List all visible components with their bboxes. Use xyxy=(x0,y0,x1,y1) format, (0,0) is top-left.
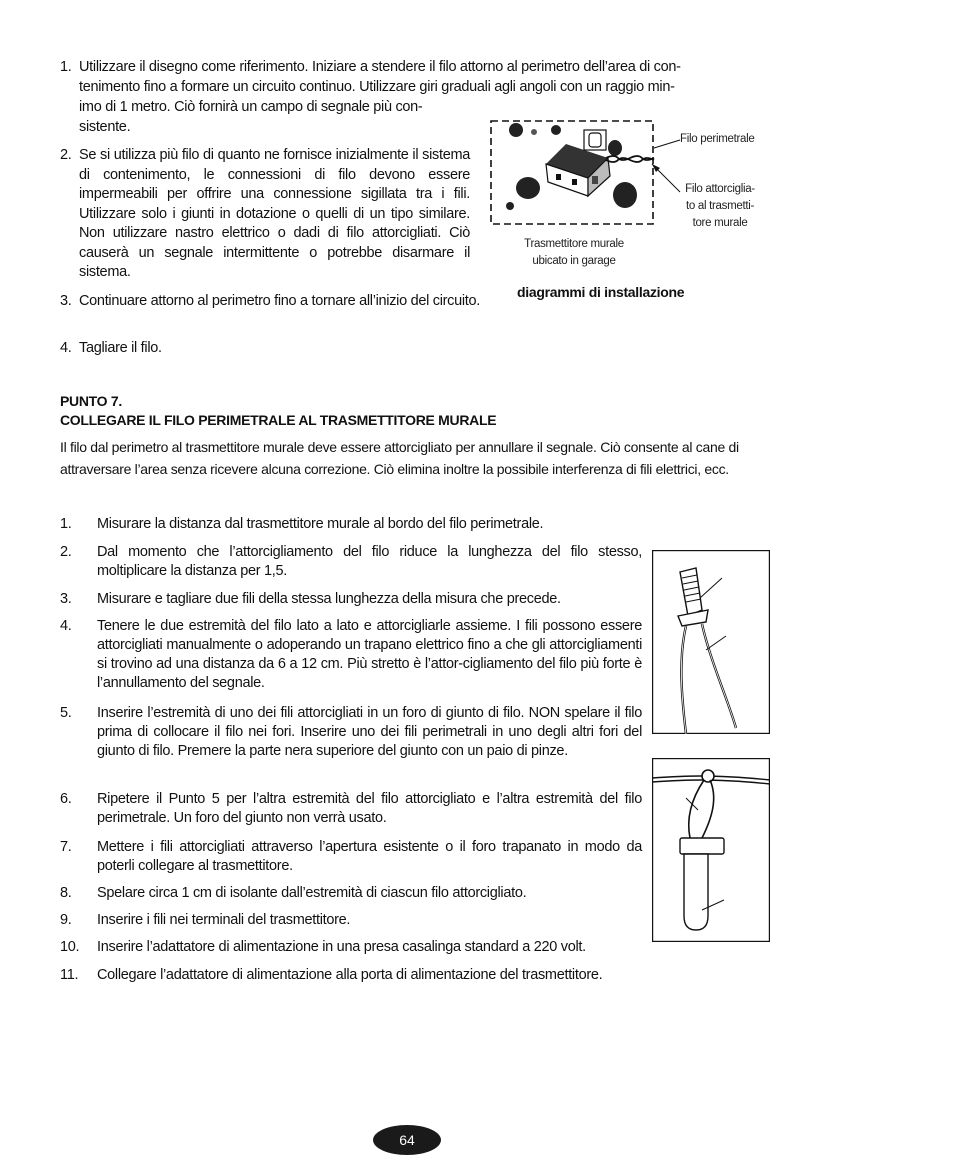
top-item-1-line-3: imo di 1 metro. Ciò fornirà un campo di segnale più con- xyxy=(79,99,423,115)
step-num: 3. xyxy=(60,591,72,607)
label-twisted-line-3: tore murale xyxy=(692,217,748,229)
top-item-4-num: 4. xyxy=(60,340,72,356)
label-transmitter xyxy=(509,236,639,270)
section-intro: Il filo dal perimetro al trasmettitore murale deve essere attorcigliato per annullare il segnale. Ciò consente al cane di attraversare l’area senza ricevere alcuna correzione. Ciò elimina inoltre la possibile interferenza di fili elettrici, ecc. xyxy=(60,439,739,477)
step-num: 7. xyxy=(60,839,72,855)
garage-icon xyxy=(584,130,606,150)
step-text: Mettere i fili attorcigliati attraverso l’apertura esistente o il foro trapanato in modo da poterli collegare al trasmettitore. xyxy=(97,839,642,874)
top-item-3-num: 3. xyxy=(60,293,72,309)
step-text: Misurare la distanza dal trasmettitore murale al bordo del filo perimetrale. xyxy=(97,516,544,532)
label-twisted-line-1: Filo attorciglia- xyxy=(685,183,755,195)
step-item-10 xyxy=(60,938,650,957)
step-text: Inserire l’estremità di uno dei fili attorcigliati in un foro di giunto di filo. NON spelare il filo prima di collocare il filo nei fori. Inserire uno dei fili perimetrali in uno degli altri fori del giunto di filo. Premere la parte nera superiore del giunto con un paio di pinze. xyxy=(97,705,642,759)
step-text: Ripetere il Punto 5 per l’altra estremità del filo attorcigliato e l’altra estremità del filo perimetrale. Un foro del giunto non verrà usato. xyxy=(97,791,642,826)
step-item-6 xyxy=(60,790,642,828)
step-num: 2. xyxy=(60,544,72,560)
top-item-4-text: Tagliare il filo. xyxy=(79,340,162,356)
step-item-3 xyxy=(60,590,642,609)
top-item-3-text: Continuare attorno al perimetro fino a tornare all’inizio del circuito. xyxy=(79,293,481,309)
step-num: 1. xyxy=(60,516,72,532)
label-transmitter-line-2: ubicato in garage xyxy=(532,255,616,267)
label-twisted-line-2: to al trasmetti- xyxy=(685,200,755,212)
house-icon xyxy=(546,144,610,196)
step-item-4 xyxy=(60,617,642,693)
wire-nut-figure xyxy=(652,550,770,734)
step-text: Tenere le due estremità del filo lato a lato e attorcigliarle assieme. I fili possono essere attorcigliati manualmente o adoperando un trapano elettrico fino a che gli attorcigliamenti si trovino ad una distanza da 6 a 12 cm. Più stretto è l’attor-cigliamento del filo più forte è l’annullamento del segnale. xyxy=(97,618,642,691)
splice-figure xyxy=(652,758,770,942)
step-num: 8. xyxy=(60,885,72,901)
step-num: 4. xyxy=(60,618,72,634)
label-perimeter-wire: Filo perimetrale xyxy=(680,133,755,145)
step-item-11 xyxy=(60,966,750,985)
step-text: Misurare e tagliare due fili della stessa lunghezza della misura che precede. xyxy=(97,591,561,607)
step-item-7 xyxy=(60,838,642,876)
step-text: Spelare circa 1 cm di isolante dall’estremità di ciascun filo attorcigliato. xyxy=(97,885,527,901)
label-transmitter-line-1: Trasmettitore murale xyxy=(524,238,624,250)
step-text: Inserire i fili nei terminali del trasmettitore. xyxy=(97,912,351,928)
step-num: 10. xyxy=(60,939,80,955)
step-item-9 xyxy=(60,911,642,930)
step-label: PUNTO 7. xyxy=(60,393,122,409)
top-item-2-num: 2. xyxy=(60,147,72,163)
step-num: 9. xyxy=(60,912,72,928)
top-item-1-line-4: sistente. xyxy=(79,119,131,135)
step-text: Inserire l’adattatore di alimentazione in una presa casalinga standard a 220 volt. xyxy=(97,939,586,955)
step-item-1 xyxy=(60,515,750,534)
step-num: 6. xyxy=(60,791,72,807)
step-text: Collegare l’adattatore di alimentazione alla porta di alimentazione del trasmettitore. xyxy=(97,967,603,983)
top-item-1-num: 1. xyxy=(60,59,72,75)
section-heading: COLLEGARE IL FILO PERIMETRALE AL TRASMETTITORE MURALE xyxy=(60,412,497,428)
step-item-2 xyxy=(60,543,642,581)
page-number-badge: 64 xyxy=(373,1125,441,1155)
step-num: 5. xyxy=(60,705,72,721)
diagram-caption: diagrammi di installazione xyxy=(517,284,685,300)
top-item-2-text: Se si utilizza più filo di quanto ne fornisce inizialmente il sistema di contenimento, le connessioni di filo devono essere impermeabili per offrire una connessione sigillata tra i fili. Utilizzare solo i giunti in dotazione o quelli di un tipo similare. Non utilizzare nastro elettrico o dadi di filo attorcigliati. Ciò causerà un segnale intermittente o potrebbe disarmare il sistema. xyxy=(79,147,470,280)
step-num: 11. xyxy=(60,967,79,983)
step-text: Dal momento che l’attorcigliamento del filo riduce la lunghezza del filo stesso, moltiplicare la distanza per 1,5. xyxy=(97,544,642,579)
label-twisted-wire xyxy=(672,181,768,232)
step-item-5 xyxy=(60,704,642,761)
top-item-1-line-1: Utilizzare il disegno come riferimento. Iniziare a stendere il filo attorno al perimetro dell’area di con- xyxy=(79,59,681,75)
step-item-8 xyxy=(60,884,642,903)
top-item-1-line-2: tenimento fino a formare un circuito continuo. Utilizzare giri graduali agli angoli con un raggio min- xyxy=(79,79,675,95)
